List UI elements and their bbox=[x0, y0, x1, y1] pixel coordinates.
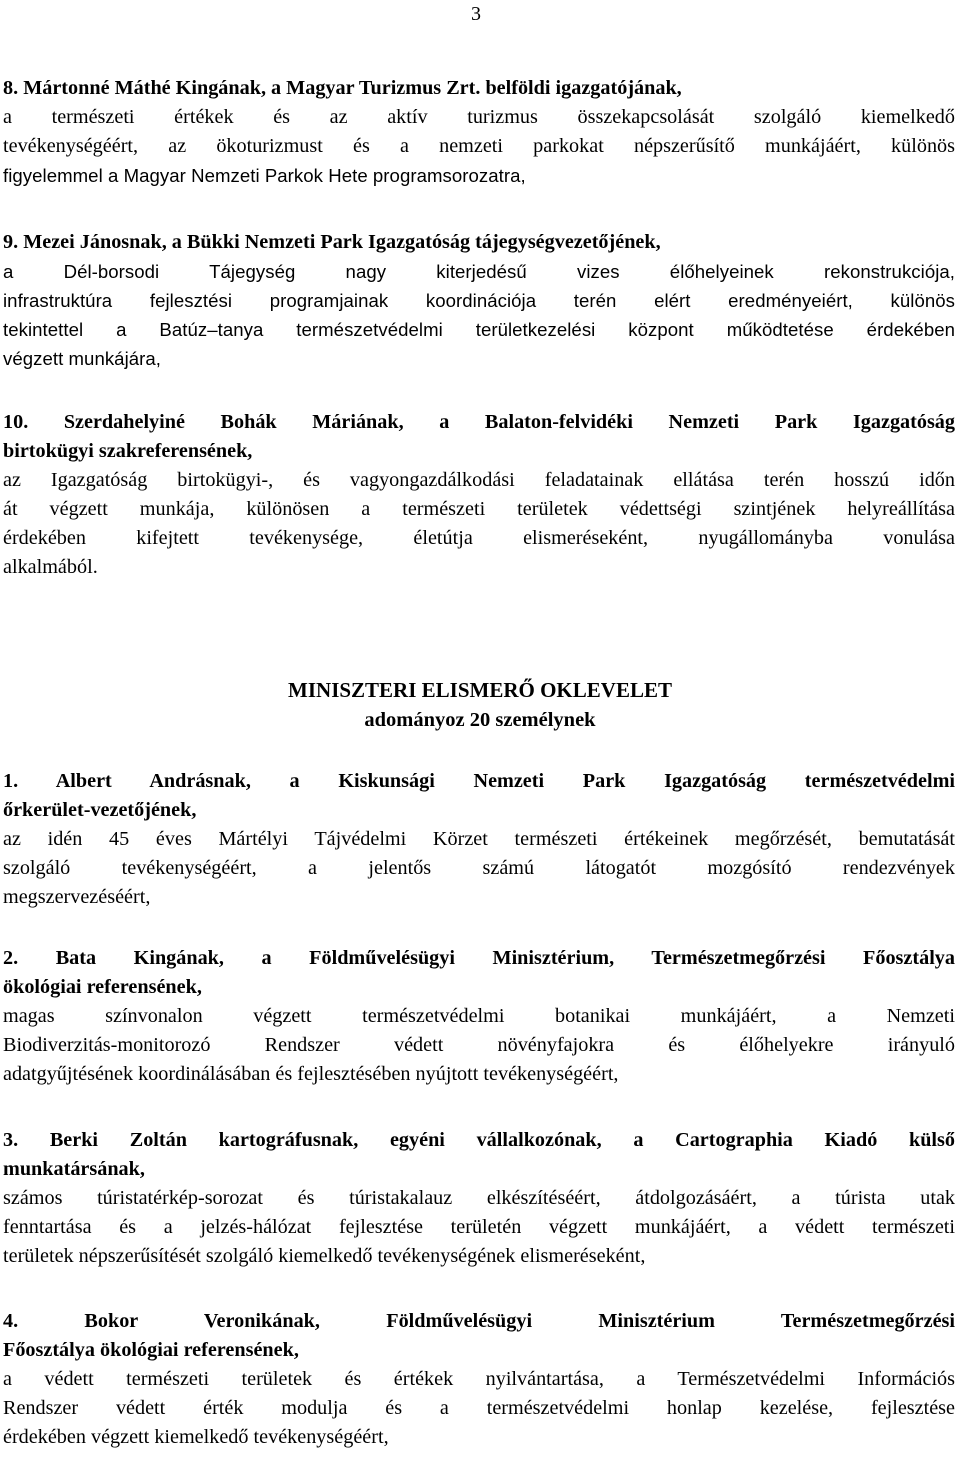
entry-text-line: a védett természeti területek és értékek nyilvántartása, a Természetvédelmi Információs bbox=[3, 1368, 955, 1390]
entry-heading-line: 10. Szerdahelyiné Bohák Máriának, a Balaton-felvidéki Nemzeti Park Igazgatóság bbox=[3, 411, 955, 433]
entry-text-line: Biodiverzitás-monitorozó Rendszer védett növényfajokra és élőhelyekre irányuló bbox=[3, 1034, 955, 1056]
entry-text-line: az idén 45 éves Mártélyi Tájvédelmi Körzet természeti értékeinek megőrzését, bemutatását bbox=[3, 828, 955, 850]
section-title: MINISZTERI ELISMERŐ OKLEVELET bbox=[288, 678, 672, 702]
award-entry-8 bbox=[3, 74, 955, 190]
award-entry-9 bbox=[3, 228, 955, 373]
entry-heading-line: 1. Albert Andrásnak, a Kiskunsági Nemzeti Park Igazgatóság természetvédelmi bbox=[3, 770, 955, 792]
entry-text-line: számos túristatérkép-sorozat és túristakalauz elkészítéséért, átdolgozásáért, a túrista utak bbox=[3, 1187, 955, 1209]
entry-heading-line: 4. Bokor Veronikának, Földművelésügyi Minisztérium Természetmegőrzési bbox=[3, 1310, 955, 1332]
entry-text-line: a természeti értékek és az aktív turizmus összekapcsolását szolgáló kiemelkedő bbox=[3, 106, 955, 128]
page-number: 3 bbox=[471, 3, 481, 25]
award-entry-2 bbox=[3, 944, 955, 1089]
entry-heading-line: munkatársának, bbox=[3, 1158, 145, 1180]
award-entry-4 bbox=[3, 1307, 955, 1452]
award-entry-1 bbox=[3, 767, 955, 912]
entry-text-line: Rendszer védett érték modulja és a természetvédelmi honlap kezelése, fejlesztése bbox=[3, 1397, 955, 1419]
entry-heading-line: Főosztálya ökológiai referensének, bbox=[3, 1339, 299, 1361]
entry-text-line: magas színvonalon végzett természetvédelmi botanikai munkájáért, a Nemzeti bbox=[3, 1005, 955, 1027]
entry-text-line: érdekében végzett kiemelkedő tevékenységéért, bbox=[3, 1426, 389, 1448]
entry-text-line: az Igazgatóság birtokügyi-, és vagyongazdálkodási feladatainak ellátása terén hosszú időn bbox=[3, 469, 955, 491]
entry-heading-line: 3. Berki Zoltán kartográfusnak, egyéni vállalkozónak, a Cartographia Kiadó külső bbox=[3, 1129, 955, 1151]
entry-text-line: infrastruktúra fejlesztési programjainak koordinációja terén elért eredményeiért, különös bbox=[3, 290, 955, 311]
award-entry-10 bbox=[3, 408, 955, 582]
entry-text-line: területek népszerűsítését szolgáló kiemelkedő tevékenységének elismeréseként, bbox=[3, 1245, 646, 1267]
section-subtitle: adományoz 20 személynek bbox=[364, 709, 596, 731]
entry-text-line: alkalmából. bbox=[3, 556, 98, 578]
entry-heading-line: 2. Bata Kingának, a Földművelésügyi Minisztérium, Természetmegőrzési Főosztálya bbox=[3, 947, 955, 969]
entry-text-line: fenntartása és a jelzés-hálózat fejlesztése területén végzett munkájáért, a védett természeti bbox=[3, 1216, 955, 1238]
entry-text-line: adatgyűjtésének koordinálásában és fejlesztésében nyújtott tevékenységéért, bbox=[3, 1063, 619, 1085]
entry-text-line: érdekében kifejtett tevékenysége, életútja elismeréseként, nyugállományba vonulása bbox=[3, 527, 955, 549]
entry-text-line: végzett munkájára, bbox=[3, 348, 161, 369]
entry-heading-line: ökológiai referensének, bbox=[3, 976, 202, 998]
entry-heading-line: birtokügyi szakreferensének, bbox=[3, 440, 253, 462]
entry-heading-line: 8. Mártonné Máthé Kingának, a Magyar Turizmus Zrt. belföldi igazgatójának, bbox=[3, 77, 682, 99]
entry-text-line: figyelemmel a Magyar Nemzeti Parkok Hete programsorozatra, bbox=[3, 165, 526, 186]
award-entry-3 bbox=[3, 1126, 955, 1271]
entry-text-line: megszervezéséért, bbox=[3, 886, 151, 908]
entry-text-line: a Dél-borsodi Tájegység nagy kiterjedésű vizes élőhelyeinek rekonstrukciója, bbox=[3, 261, 955, 282]
entry-text-line: szolgáló tevékenységéért, a jelentős számú látogatót mozgósító rendezvények bbox=[3, 857, 955, 879]
entry-text-line: tevékenységéért, az ökoturizmust és a nemzeti parkokat népszerűsítő munkájáért, különös bbox=[3, 135, 955, 157]
entry-text-line: át végzett munkája, különösen a természeti területek védettségi szintjének helyreállítása bbox=[3, 498, 955, 520]
entry-text-line: tekintettel a Batúz–tanya természetvédelmi területkezelési központ működtetése érdekében bbox=[3, 319, 955, 340]
entry-heading-line: 9. Mezei Jánosnak, a Bükki Nemzeti Park Igazgatóság tájegységvezetőjének, bbox=[3, 231, 661, 253]
entry-heading-line: őrkerület-vezetőjének, bbox=[3, 799, 197, 821]
